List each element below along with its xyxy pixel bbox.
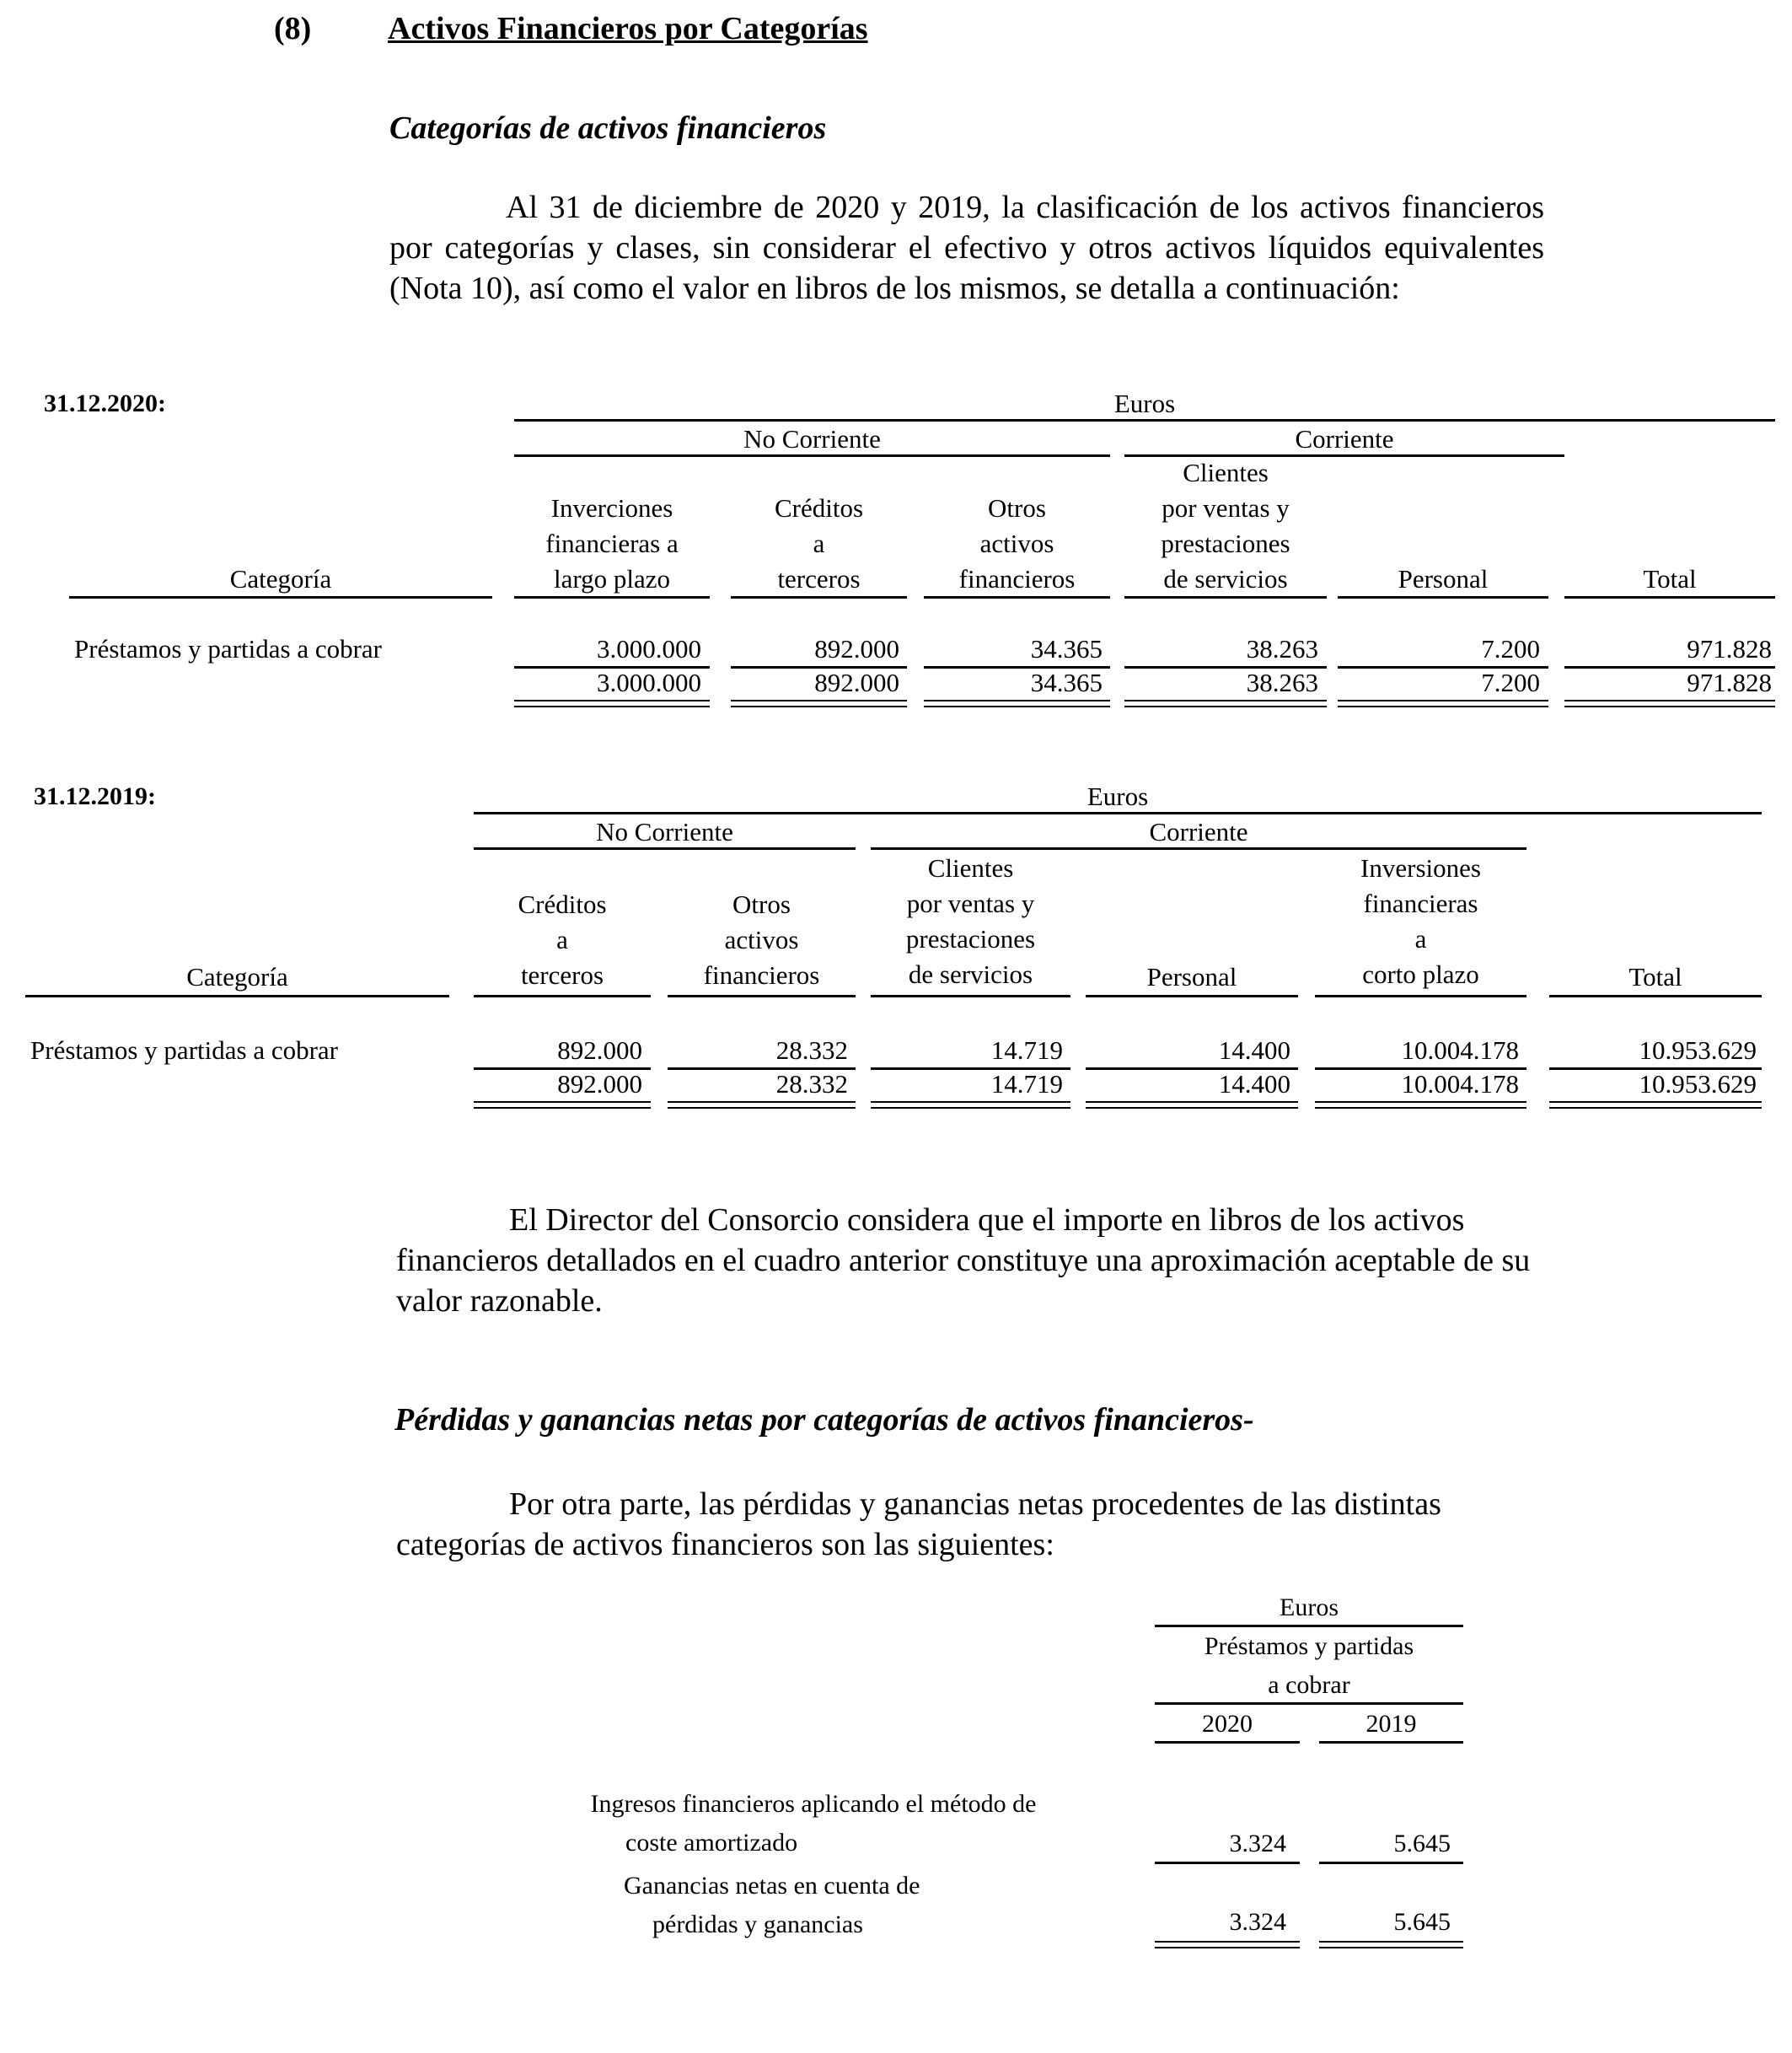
subtitle-categories: Categorías de activos financieros (389, 110, 827, 146)
group-current: Corriente (1295, 424, 1394, 454)
unit-label: Euros (1086, 782, 1149, 811)
section-title: Activos Financieros por Categorías (388, 11, 868, 46)
paragraph-fair-value: El Director del Consorcio considera que el importe en libros de los activos financieros detallados en el cuadro anterior constituye una aproximación aceptable de su valor razonable. (396, 1202, 1531, 1319)
rule (514, 596, 710, 599)
double-rule (1124, 700, 1327, 707)
group-noncurrent: No Corriente (596, 817, 733, 846)
cell-value: 14.400 (1218, 1035, 1290, 1065)
rule (514, 454, 1110, 457)
row-label: Préstamos y partidas a cobrar (74, 634, 382, 664)
rule (1155, 1862, 1300, 1864)
col-header-clients: Clientes por ventas y prestaciones de servicios (905, 853, 1036, 989)
col-header-personal: Personal (1398, 564, 1489, 594)
col-header-other-assets: Otros activos financieros (703, 889, 820, 990)
double-rule (731, 700, 907, 707)
double-rule (668, 1101, 856, 1109)
double-rule (1315, 1101, 1526, 1109)
rule (1124, 596, 1327, 599)
unit-label: Euros (1280, 1593, 1339, 1621)
cell-value: 971.828 (1687, 634, 1772, 664)
double-rule (1564, 700, 1775, 707)
rule (69, 596, 492, 599)
paragraph-intro: Al 31 de diciembre de 2020 y 2019, la clasificación de los activos financieros por categorías y clases, sin considerar el efectivo y otros activos líquidos equivalentes (Nota 10), así como el valor en libros de los mismos, se detalla a continuación: (389, 190, 1544, 306)
rule (1549, 995, 1762, 997)
rule (474, 847, 856, 850)
total-value: 10.004.178 (1401, 1069, 1519, 1099)
cell-value: 10.953.629 (1639, 1035, 1757, 1065)
total-value: 38.263 (1246, 668, 1318, 697)
col-header-other-assets: Otros activos financieros (958, 493, 1076, 594)
total-value: 892.000 (557, 1069, 642, 1099)
cell-value: 10.004.178 (1401, 1035, 1519, 1065)
cell-value: 38.263 (1246, 634, 1318, 664)
cell-value: 14.719 (990, 1035, 1063, 1065)
table-date: 31.12.2019: (34, 782, 156, 810)
total-value: 892.000 (814, 668, 899, 697)
col-header-personal: Personal (1146, 962, 1237, 992)
cell-value: 3.324 (1229, 1908, 1286, 1936)
rule (668, 995, 856, 997)
total-value: 971.828 (1687, 668, 1772, 697)
double-rule (1319, 1941, 1463, 1948)
rule (924, 596, 1110, 599)
col-header-third-party-credits: Créditos a terceros (774, 493, 864, 594)
rule (474, 995, 651, 997)
rule (871, 847, 1526, 850)
col-header-st-investments: Inversiones financieras a corto plazo (1360, 853, 1481, 989)
rule (731, 596, 907, 599)
double-rule (1338, 700, 1548, 707)
year-2020: 2020 (1202, 1710, 1253, 1738)
double-rule (1155, 1941, 1300, 1948)
row-label: Ganancias netas en cuenta de pérdidas y ganancias (624, 1872, 920, 1938)
rule (1155, 1741, 1300, 1744)
total-value: 28.332 (775, 1069, 848, 1099)
col-header-clients: Clientes por ventas y prestaciones de servicios (1161, 458, 1290, 594)
paragraph-gains-intro: Por otra parte, las pérdidas y ganancias netas procedentes de las distintas categorías de activos financieros son las siguientes: (396, 1486, 1441, 1562)
col-category: Categoría (186, 962, 288, 992)
double-rule (474, 1101, 651, 1109)
double-rule (924, 700, 1110, 707)
col-category: Categoría (229, 564, 332, 594)
col-header-total: Total (1643, 564, 1697, 594)
rule (1319, 1741, 1463, 1744)
rule (1315, 995, 1526, 997)
cell-value: 5.645 (1393, 1908, 1451, 1936)
total-value: 7.200 (1481, 668, 1540, 697)
year-2019: 2019 (1365, 1710, 1417, 1738)
double-rule (514, 700, 710, 707)
cell-value: 892.000 (814, 634, 899, 664)
col-header-total: Total (1628, 962, 1682, 992)
total-value: 14.400 (1218, 1069, 1290, 1099)
total-value: 10.953.629 (1639, 1069, 1757, 1099)
rule (25, 995, 449, 997)
group-noncurrent: No Corriente (743, 424, 881, 454)
unit-label: Euros (1113, 389, 1176, 418)
double-rule (1549, 1101, 1762, 1109)
rule (1338, 596, 1548, 599)
double-rule (1086, 1101, 1298, 1109)
row-label: Ingresos financieros aplicando el método de coste amortizado (590, 1790, 1037, 1857)
col-header-third-party-credits: Créditos a terceros (518, 889, 607, 990)
cell-value: 7.200 (1481, 634, 1540, 664)
cell-value: 28.332 (775, 1035, 848, 1065)
section-number: (8) (274, 11, 312, 46)
col-header-lt-investments: Inverciones financieras a largo plazo (545, 493, 679, 594)
total-value: 3.000.000 (597, 668, 701, 697)
double-rule (871, 1101, 1070, 1109)
row-label: Préstamos y partidas a cobrar (30, 1035, 338, 1065)
group-header: Préstamos y partidas a cobrar (1204, 1632, 1414, 1699)
cell-value: 3.000.000 (597, 634, 701, 664)
rule (1319, 1862, 1463, 1864)
total-value: 14.719 (990, 1069, 1063, 1099)
total-value: 34.365 (1030, 668, 1103, 697)
subtitle-gains-losses: Pérdidas y ganancias netas por categorías de activos financieros- (394, 1402, 1254, 1438)
rule (871, 995, 1070, 997)
group-current: Corriente (1149, 817, 1248, 846)
cell-value: 34.365 (1030, 634, 1103, 664)
rule (1564, 596, 1775, 599)
rule (1086, 995, 1298, 997)
table-date: 31.12.2020: (44, 390, 166, 417)
cell-value: 5.645 (1393, 1830, 1451, 1857)
cell-value: 3.324 (1229, 1830, 1286, 1857)
cell-value: 892.000 (557, 1035, 642, 1065)
